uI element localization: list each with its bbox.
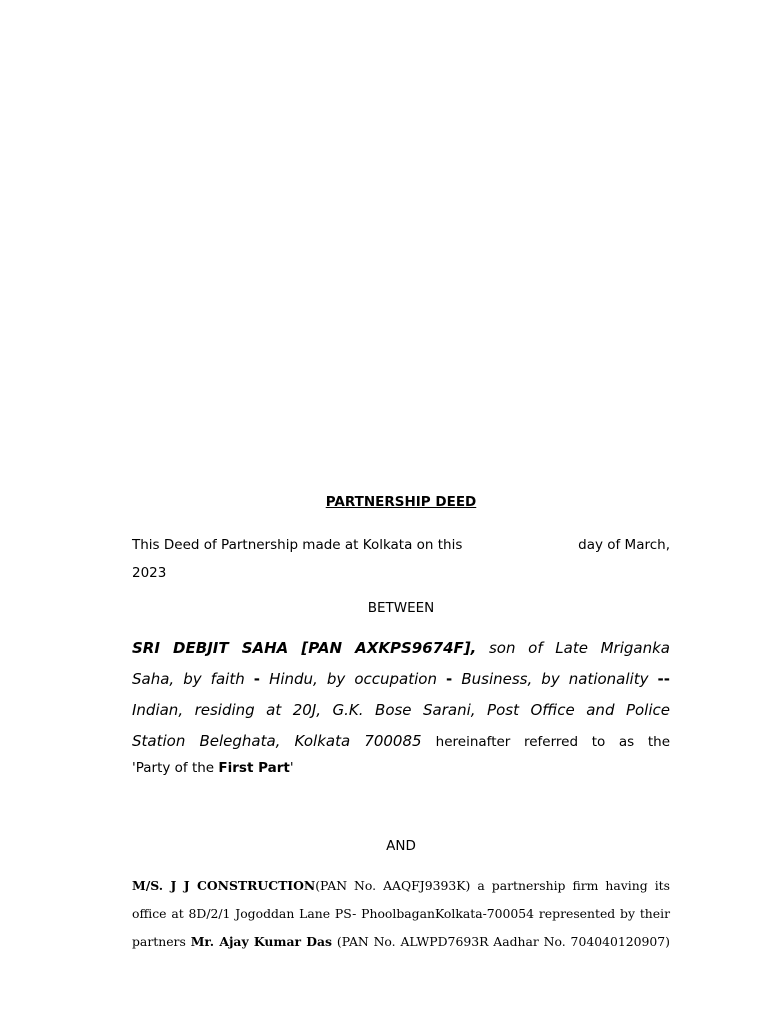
party-one-line-1 [132,633,670,664]
designation-prefix: 'Party of the [132,760,215,776]
firm-details: (PAN No. AAQFJ9393K) a partnership firm having its [315,878,670,893]
party-one-referred: hereinafter referred to as the [435,734,670,750]
partner-ids: (PAN No. ALWPD7693R Aadhar No. 704040120907) [336,934,670,949]
dash-1: - [253,670,261,688]
party-one-line1-rest: son of Late Mriganka [488,639,670,657]
party-two-line-1 [132,872,670,900]
designation-first-part: First Part [218,760,290,776]
and-heading: AND [386,838,416,854]
party-one-name: SRI DEBJIT SAHA [PAN AXKPS9674F], [132,639,477,657]
party-one-designation [132,760,670,776]
partner-name: Mr. Ajay Kumar Das [190,934,333,949]
party-one-line-3: Indian, residing at 20J, G.K. Bose Sarani, Post Office and Police [132,701,670,719]
between-heading: BETWEEN [367,600,435,616]
designation-suffix: ' [289,760,294,776]
dash-2: - [446,670,453,688]
intro-paragraph [132,531,670,587]
party-two-line-3 [132,928,670,956]
intro-text-a: This Deed of Partnership made at Kolkata on this [132,537,463,553]
firm-name: M/S. J J CONSTRUCTION [132,878,316,893]
partners-label: partners [132,934,186,949]
party-one-occupation: Hindu, by occupation [269,670,437,688]
party-one-address-end: Station Beleghata, Kolkata 700085 [132,732,422,750]
party-one-line-2 [132,664,670,695]
intro-year: 2023 [132,565,167,581]
document-title: PARTNERSHIP DEED [325,494,477,510]
dash-3: -- [657,670,670,688]
party-one-paragraph [132,633,670,758]
party-one-nationality: Business, by nationality [461,670,649,688]
party-two-paragraph [132,872,670,956]
party-one-faith-label: Saha, by faith [132,670,245,688]
party-two-line-2: office at 8D/2/1 Jogoddan Lane PS- PhoolbaganKolkata-700054 represented by their [132,906,670,921]
intro-text-b: day of March, [578,537,670,553]
party-one-line-4 [132,726,670,758]
